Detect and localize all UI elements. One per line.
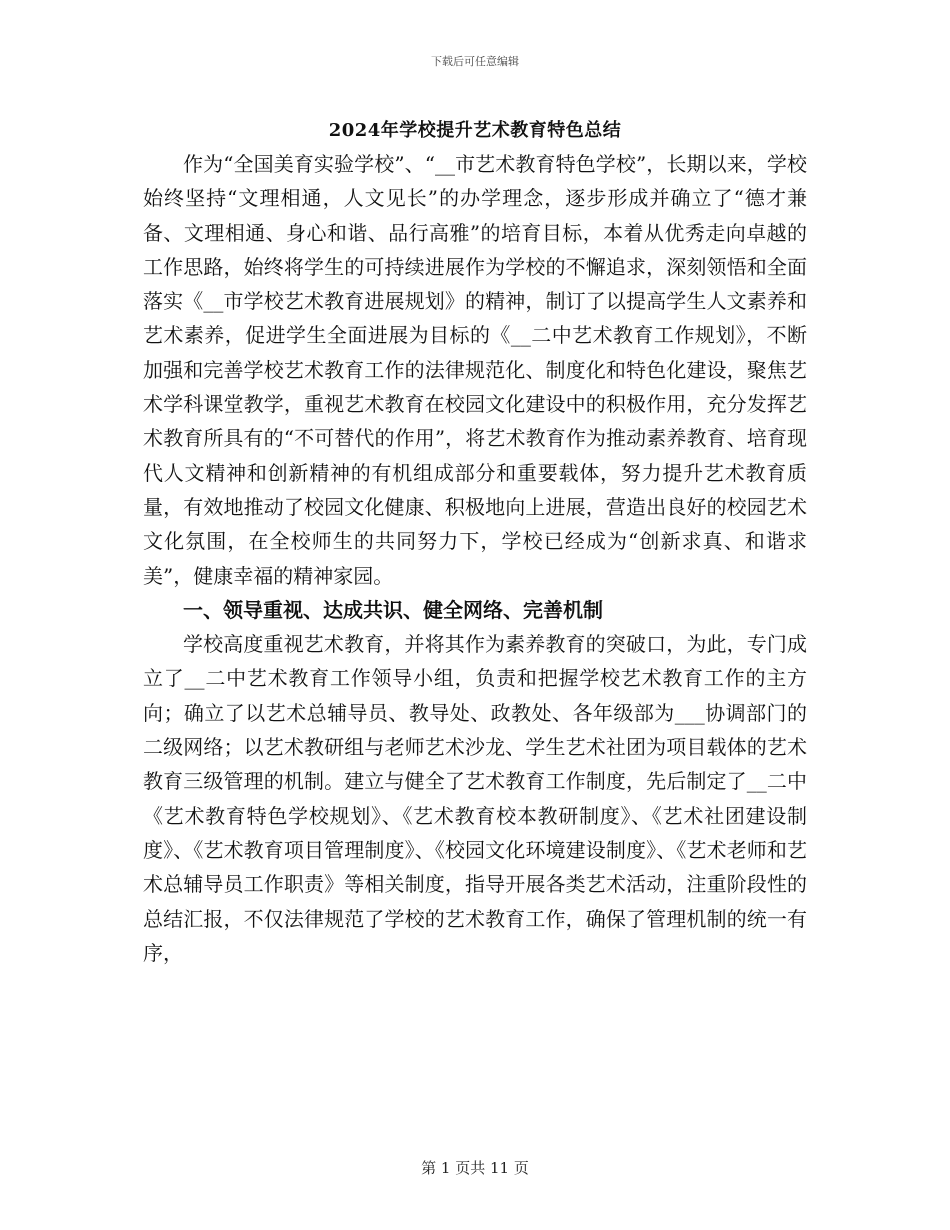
page-number: 第 1 页共 11 页 (421, 1159, 529, 1177)
document-body (143, 147, 807, 970)
page-header: 下载后可任意编辑 (431, 55, 519, 68)
document-title: 2024年学校提升艺术教育特色总结 (328, 120, 622, 141)
intro-paragraph: 作为“全国美育实验学校”、“__市艺术教育特色学校”，长期以来，学校始终坚持“文理相通，人文见长”的办学理念，逐步形成并确立了“德才兼备、文理相通、身心和谐、品行高雅”的培育目标，本着从优秀走向卓越的工作思路，始终将学生的可持续进展作为学校的不懈追求，深刻领悟和全面落实《__市学校艺术教育进展规划》的精神，制订了以提高学生人文素养和艺术素养，促进学生全面进展为目标的《__二中艺术教育工作规划》，不断加强和完善学校艺术教育工作的法律规范化、制度化和特色化建设，聚焦艺术学科课堂教学，重视艺术教育在校园文化建设中的积极作用，充分发挥艺术教育所具有的“不可替代的作用”，将艺术教育作为推动素养教育、培育现代人文精神和创新精神的有机组成部分和重要载体，努力提升艺术教育质量，有效地推动了校园文化健康、积极地向上进展，营造出良好的校园艺术文化氛围，在全校师生的共同努力下，学校已经成为“创新求真、和谐求美”，健康幸福的精神家园。 (143, 152, 807, 588)
section-heading-1: 一、领导重视、达成共识、健全网络、完善机制 (183, 597, 603, 622)
section-1-paragraph: 学校高度重视艺术教育，并将其作为素养教育的突破口，为此，专门成立了__二中艺术教育工作领导小组，负责和把握学校艺术教育工作的主方向；确立了以艺术总辅导员、教导处、政教处、各年级部为___协调部门的二级网络；以艺术教研组与老师艺术沙龙、学生艺术社团为项目载体的艺术教育三级管理的机制。建立与健全了艺术教育工作制度，先后制定了__二中《艺术教育特色学校规划》、《艺术教育校本教研制度》、《艺术社团建设制度》、《艺术教育项目管理制度》、《校园文化环境建设制度》、《艺术老师和艺术总辅导员工作职责》等相关制度，指导开展各类艺术活动，注重阶段性的总结汇报，不仅法律规范了学校的艺术教育工作，确保了管理机制的统一有序， (143, 632, 807, 965)
